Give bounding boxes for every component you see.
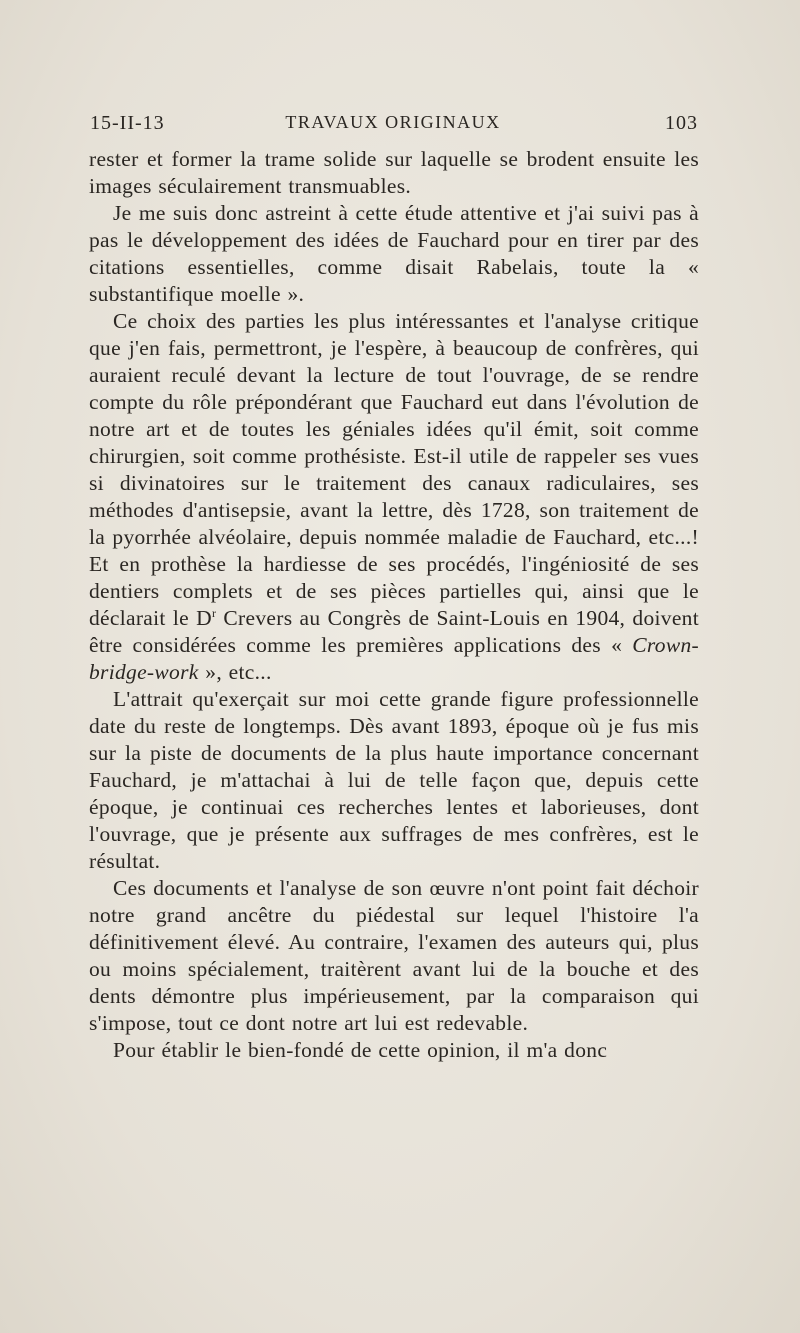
paragraph-6: Pour établir le bien-fondé de cette opinion, il m'a donc — [113, 1038, 608, 1062]
paragraph-2: Je me suis donc astreint à cette étude attentive et j'ai suivi pas à pas le développement des idées de Fauchard pour en tirer par des citations essentielles, comme disait Rabelais, toute la « substantifique moelle ». — [89, 201, 699, 306]
header-date: 15-II-13 — [90, 112, 165, 134]
paragraph-3-text-b: Crevers au Congrès de Saint-Louis en 1904, doivent être considérées comme les premières applications des « — [89, 606, 699, 657]
header-title: TRAVAUX ORIGINAUX — [285, 112, 501, 132]
superscript-r: r — [211, 605, 217, 620]
italic-crown-bridge-work: Crown-bridge-work — [89, 633, 699, 684]
page-number: 103 — [665, 112, 698, 134]
running-head — [88, 112, 698, 142]
paragraph-1: rester et former la trame solide sur laquelle se brodent ensuite les images séculairement transmuables. — [89, 147, 699, 198]
body-text — [89, 146, 699, 1064]
paragraph-3-text-a: Ce choix des parties les plus intéressantes et l'analyse critique que j'en fais, permettront, je l'espère, à beaucoup de confrères, qui auraient reculé devant la lecture de tout l'ouvrage, de se rendre compte du rôle prépondérant que Fauchard eut dans l'évolution de notre art et de toutes les géniales idées qu'il émit, soit comme chirurgien, soit comme prothésiste. Est-il utile de rappeler ses vues si divinatoires sur le traitement des canaux radiculaires, ses méthodes d'antisepsie, avant la lettre, dès 1728, son traitement de la pyorrhée alvéolaire, depuis nommée maladie de Fauchard, etc...! Et en prothèse la hardiesse de ses procédés, l'ingéniosité de ses dentiers complets et de ses pièces partielles qui, ainsi que le déclarait le D — [89, 309, 699, 630]
paragraph-4: L'attrait qu'exerçait sur moi cette grande figure professionnelle date du reste de longtemps. Dès avant 1893, époque où je fus mis sur la piste de documents de la plus haute importance concernant Fauchard, je m'attachai à lui de telle façon que, depuis cette époque, je continuai ces recherches lentes et laborieuses, dont l'ouvrage, que je présente aux suffrages de mes confrères, est le résultat. — [89, 687, 699, 873]
paragraph-5: Ces documents et l'analyse de son œuvre n'ont point fait déchoir notre grand ancêtre du piédestal sur lequel l'histoire l'a définitivement élevé. Au contraire, l'examen des auteurs qui, plus ou moins spécialement, traitèrent avant lui de la bouche et des dents démontre plus impérieusement, par la comparaison qui s'impose, tout ce dont notre art lui est redevable. — [89, 876, 699, 1035]
paragraph-3 — [89, 308, 699, 686]
paragraph-3-text-c: », etc... — [198, 660, 272, 684]
